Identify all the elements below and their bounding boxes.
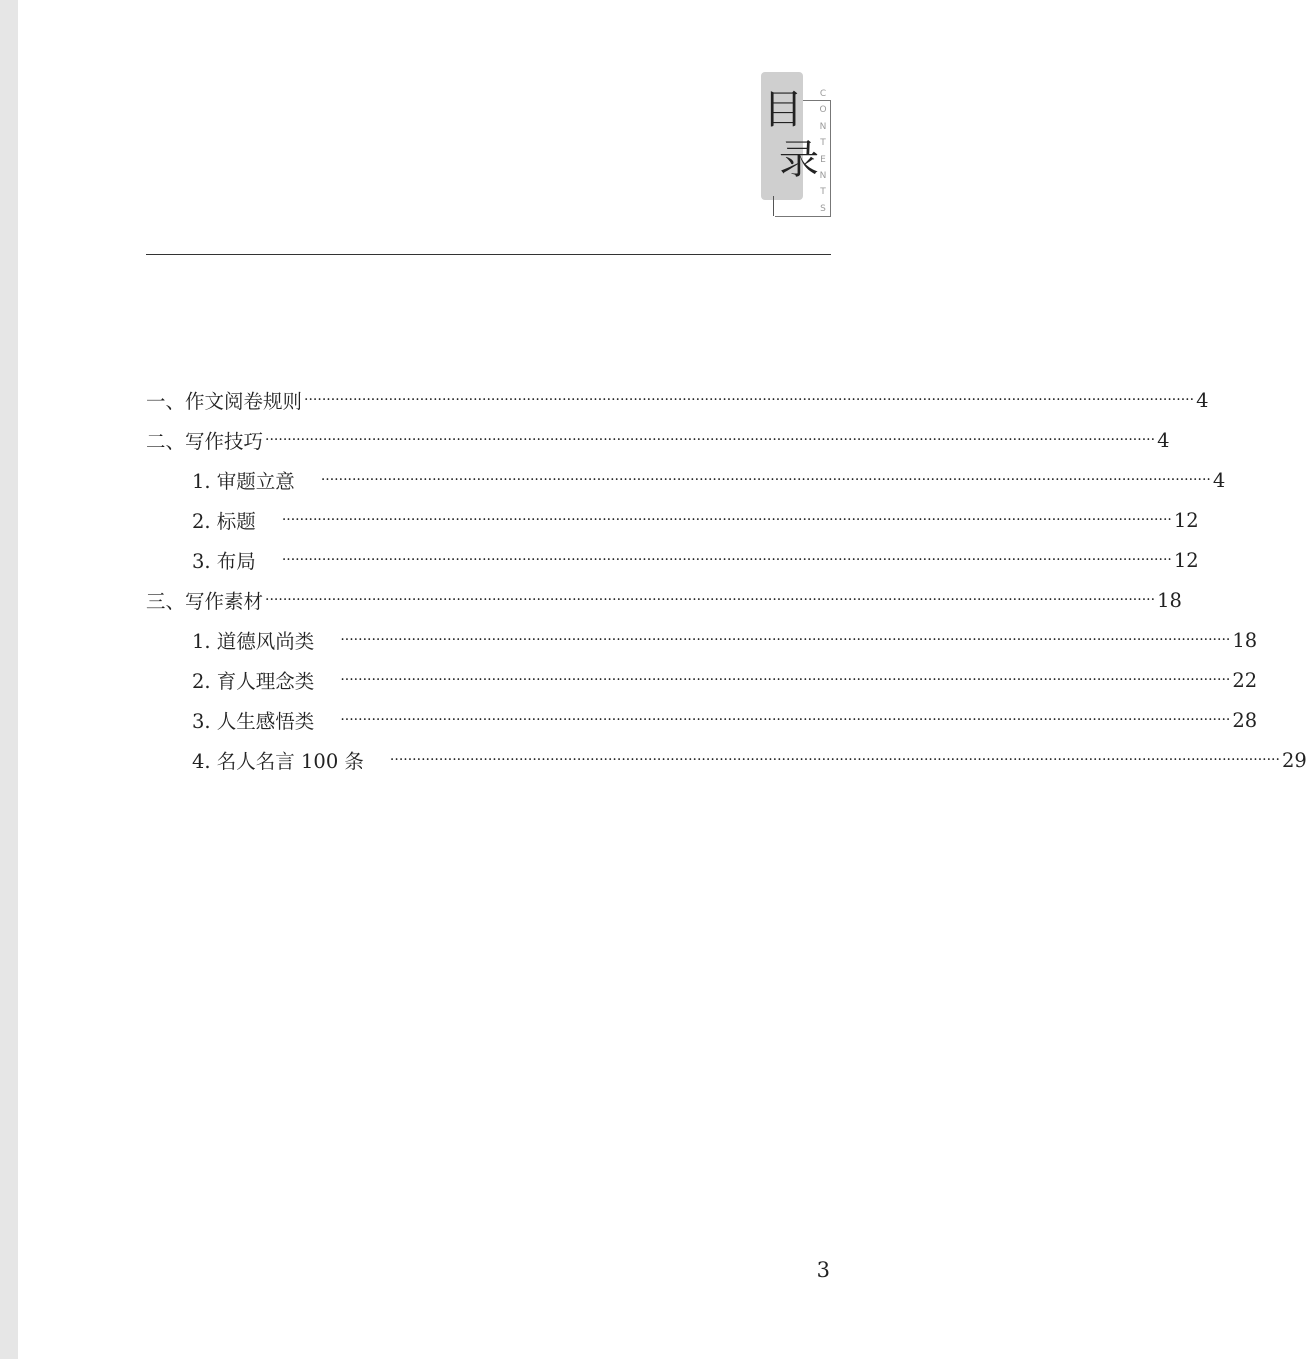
toc-leader-dots: ········································································································································································································	[340, 672, 1231, 688]
page-left-margin-strip	[0, 0, 18, 1359]
toc-entry-shenti-liyi[interactable]	[146, 460, 1226, 500]
toc-entry-yuejuan-guize[interactable]	[146, 380, 1209, 420]
contents-letter: N	[819, 121, 827, 132]
toc-entry-page: 4	[1157, 428, 1170, 452]
toc-entry-page: 12	[1173, 508, 1199, 532]
contents-letter: C	[819, 89, 827, 99]
toc-entry-label: 三、写作素材	[146, 590, 264, 613]
toc-entry-yuren-linian[interactable]	[146, 660, 1258, 700]
toc-entry-label: 二、写作技巧	[146, 430, 264, 453]
contents-letter: O	[819, 105, 827, 116]
toc-entry-rensheng-ganwu[interactable]	[146, 700, 1258, 740]
toc-leader-dots: ········································································································································································································	[340, 712, 1231, 728]
toc-leader-dots: ········································································································································································································	[265, 432, 1156, 448]
contents-letter: E	[820, 154, 826, 165]
toc-entry-buju[interactable]	[146, 540, 1199, 580]
toc-entry-page: 29	[1281, 748, 1307, 772]
contents-letter: T	[820, 187, 826, 198]
header-divider	[146, 254, 831, 255]
toc-entry-xiezuo-sucai[interactable]	[146, 580, 1182, 620]
contents-letter: N	[819, 171, 827, 182]
toc-entry-page: 22	[1232, 668, 1258, 692]
toc-leader-dots: ········································································································································································································	[281, 552, 1172, 568]
toc-leader-dots: ········································································································································································································	[389, 752, 1280, 768]
toc-entry-label: 1. 审题立意	[192, 470, 295, 493]
toc-entry-page: 4	[1196, 388, 1209, 412]
toc-entry-label: 一、作文阅卷规则	[146, 390, 303, 413]
toc-entry-page: 12	[1173, 548, 1199, 572]
toc-entry-label: 1. 道德风尚类	[192, 630, 315, 653]
toc-leader-dots: ········································································································································································································	[340, 632, 1231, 648]
page-number: 3	[816, 1258, 830, 1282]
toc-entry-biaoti[interactable]	[146, 500, 1199, 540]
toc-entry-label: 2. 标题	[192, 510, 256, 533]
table-of-contents	[146, 380, 1307, 780]
toc-entry-page: 28	[1232, 708, 1258, 732]
toc-entry-daode-fengshang[interactable]	[146, 620, 1258, 660]
title-char-mu: 目	[763, 87, 803, 133]
toc-entry-page: 4	[1212, 468, 1226, 492]
toc-leader-dots: ········································································································································································································	[281, 512, 1172, 528]
title-accent-line	[773, 196, 774, 216]
toc-leader-dots: ········································································································································································································	[320, 472, 1211, 488]
toc-entry-page: 18	[1157, 588, 1182, 612]
toc-leader-dots: ········································································································································································································	[304, 392, 1195, 408]
toc-entry-label: 3. 人生感悟类	[192, 710, 315, 733]
contents-letter: S	[820, 203, 826, 214]
contents-vertical-label	[816, 86, 830, 217]
toc-leader-dots: ········································································································································································································	[265, 592, 1156, 608]
toc-entry-mingren-mingyan[interactable]	[146, 740, 1307, 780]
toc-entry-xiezuo-jiqiao[interactable]	[146, 420, 1170, 460]
toc-entry-label: 4. 名人名言 100 条	[192, 750, 364, 773]
toc-entry-label: 2. 育人理念类	[192, 670, 315, 693]
title-char-lu: 录	[779, 137, 819, 183]
contents-letter: T	[820, 138, 826, 149]
toc-entry-label: 3. 布局	[192, 550, 256, 573]
toc-entry-page: 18	[1232, 628, 1258, 652]
